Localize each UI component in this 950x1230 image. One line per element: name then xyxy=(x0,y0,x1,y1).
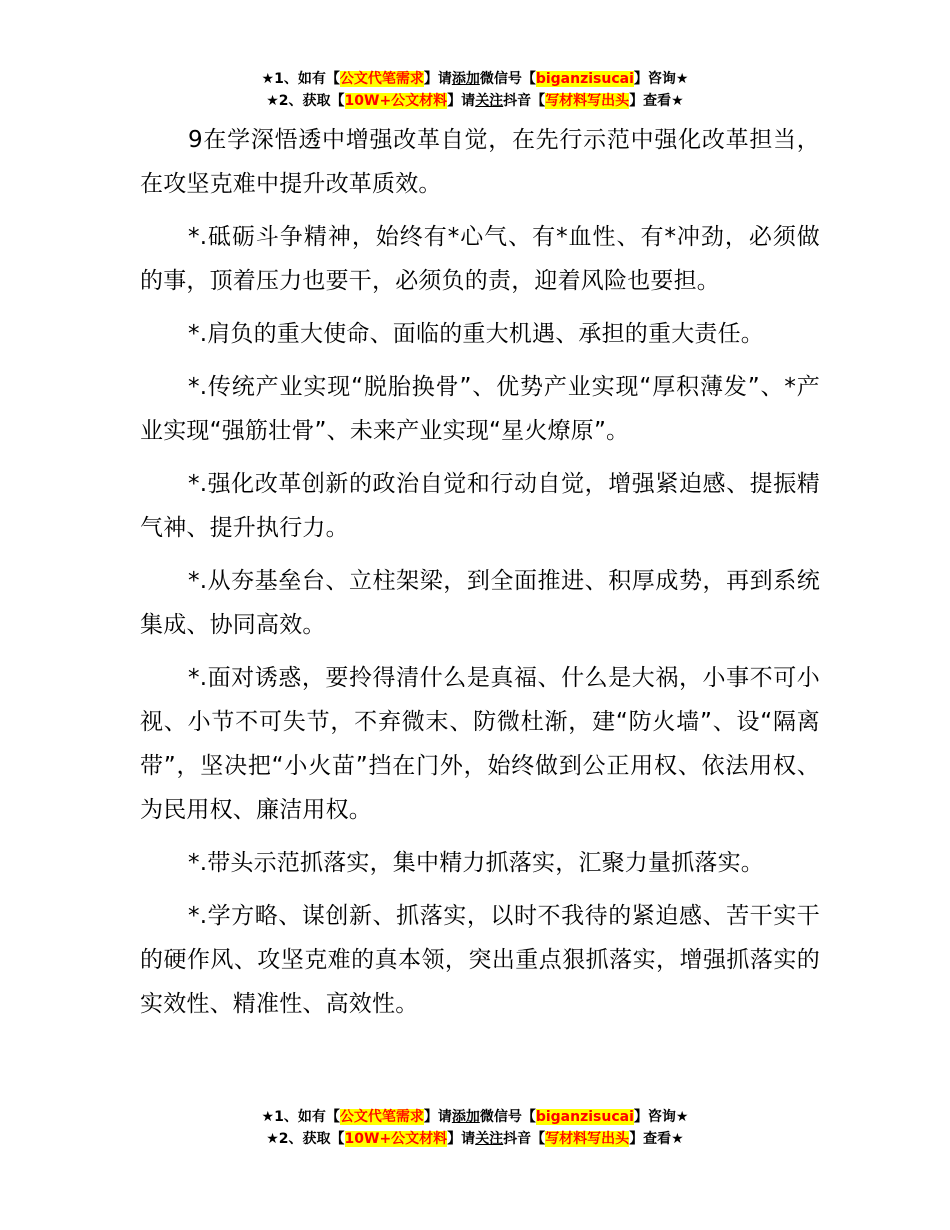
banner-line-1 xyxy=(0,1106,950,1128)
banner-highlight-materials: 10W+公文材料 xyxy=(344,93,448,109)
paragraph: *.带头示范抓落实，集中精力抓落实，汇聚力量抓落实。 xyxy=(188,850,765,876)
banner-line-2 xyxy=(0,90,950,112)
banner-text: 微信号【 xyxy=(479,1109,536,1125)
banner-highlight-service: 公文代笔需求 xyxy=(339,1109,424,1125)
banner-highlight-service: 公文代笔需求 xyxy=(339,71,424,87)
paragraph: *.肩负的重大使命、面临的重大机遇、承担的重大责任。 xyxy=(188,321,765,347)
banner-highlight-douyin: 写材料写出头 xyxy=(545,93,630,109)
footer-banner xyxy=(0,1106,950,1150)
banner-highlight-douyin: 写材料写出头 xyxy=(545,1131,630,1147)
banner-text: 【 xyxy=(325,1109,340,1125)
document-body xyxy=(140,118,820,1035)
banner-text: 】查看★ xyxy=(629,93,684,109)
paragraph: *.砥砺斗争精神，始终有*心气、有*血性、有*冲劲，必须做的事，顶着压力也要干，必须负的责，迎着风险也要担。 xyxy=(140,224,820,294)
banner-text: 请 xyxy=(437,1109,452,1125)
paragraph: *.面对诱惑，要拎得清什么是真福、什么是大祸，小事不可小视、小节不可失节，不弃微末、防微杜渐，建“防火墙”、设“隔离带”，坚决把“小火苗”挡在门外，始终做到公正用权、依法用权、为民用权、廉洁用权。 xyxy=(140,665,820,823)
banner-text: ★2、获取【 xyxy=(266,93,345,109)
banner-text: 【 xyxy=(325,71,340,87)
banner-text: 】咨询★ xyxy=(633,71,689,87)
banner-underline: 关注 xyxy=(475,93,504,109)
banner-text: 抖音【 xyxy=(503,93,546,109)
banner-text: ★1、如有 xyxy=(261,71,326,87)
banner-text: 】请 xyxy=(447,1131,476,1147)
paragraph: *.强化改革创新的政治自觉和行动自觉，增强紧迫感、提振精气神、提升执行力。 xyxy=(140,471,820,541)
banner-underline: 添加 xyxy=(451,1109,480,1125)
banner-text: ★2、获取【 xyxy=(266,1131,345,1147)
banner-line-2 xyxy=(0,1128,950,1150)
banner-highlight-materials: 10W+公文材料 xyxy=(344,1131,448,1147)
banner-highlight-wechat: biganzisucai xyxy=(535,1109,634,1125)
banner-underline: 关注 xyxy=(475,1131,504,1147)
banner-highlight-wechat: biganzisucai xyxy=(535,71,634,87)
banner-text: 微信号【 xyxy=(479,71,536,87)
paragraph: *.学方略、谋创新、抓落实，以时不我待的紧迫感、苦干实干的硬作风、攻坚克难的真本领，突出重点狠抓落实，增强抓落实的实效性、精准性、高效性。 xyxy=(140,903,820,1017)
banner-text: 】请 xyxy=(447,93,476,109)
paragraph: 9在学深悟透中增强改革自觉，在先行示范中强化改革担当，在攻坚克难中提升改革质效。 xyxy=(140,127,820,197)
banner-text: 】 xyxy=(423,71,438,87)
banner-line-1 xyxy=(0,68,950,90)
banner-underline: 添加 xyxy=(451,71,480,87)
banner-text: 】查看★ xyxy=(629,1131,684,1147)
banner-text: 】咨询★ xyxy=(633,1109,689,1125)
paragraph: *.从夯基垒台、立柱架梁，到全面推进、积厚成势，再到系统集成、协同高效。 xyxy=(140,568,820,638)
paragraph: *.传统产业实现“脱胎换骨”、优势产业实现“厚积薄发”、*产业实现“强筋壮骨”、未来产业实现“星火燎原”。 xyxy=(140,374,820,444)
banner-text: 请 xyxy=(437,71,452,87)
banner-text: ★1、如有 xyxy=(261,1109,326,1125)
header-banner xyxy=(0,68,950,112)
banner-text: 抖音【 xyxy=(503,1131,546,1147)
banner-text: 】 xyxy=(423,1109,438,1125)
